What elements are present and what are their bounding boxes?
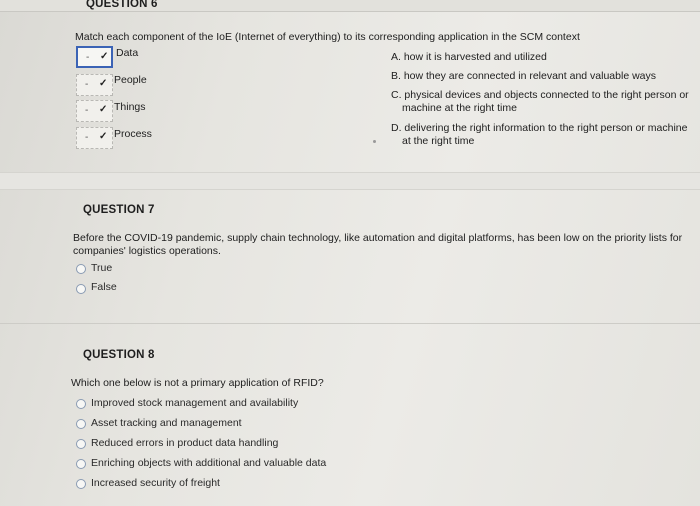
chevron-down-icon: ✓ [100, 51, 109, 62]
question-8-title: QUESTION 8 [83, 349, 155, 361]
question-7-prompt [73, 232, 682, 258]
radio-option-5[interactable] [76, 479, 86, 489]
answer-b-line1: B. how they are connected in relevant and valuable ways [391, 70, 656, 82]
question-7-prompt-line2: companies' logistics operations. [73, 245, 221, 257]
answer-c [391, 89, 689, 115]
option-false-label: False [91, 281, 117, 293]
answer-d-line2: at the right time [402, 135, 475, 147]
answer-d-line1: D. delivering the right information to the right person or machine [391, 122, 688, 134]
dropdown-value: - [85, 105, 89, 116]
answer-a-line1: A. how it is harvested and utilized [391, 51, 547, 63]
option-4-label: Enriching objects with additional and valuable data [91, 457, 327, 469]
radio-false[interactable] [76, 284, 86, 294]
answer-c-line2: machine at the right time [402, 102, 517, 114]
chevron-down-icon: ✓ [99, 131, 108, 142]
option-1-label: Improved stock management and availability [91, 397, 299, 409]
match-dropdown-people[interactable] [76, 74, 113, 96]
radio-option-3[interactable] [76, 439, 86, 449]
dropdown-value: - [85, 79, 89, 90]
chevron-down-icon: ✓ [99, 104, 108, 115]
radio-true[interactable] [76, 264, 86, 274]
question-7-prompt-line1: Before the COVID-19 pandemic, supply chain technology, like automation and digital platforms, has been low on the priority lists for [73, 232, 683, 244]
option-3-label: Reduced errors in product data handling [91, 437, 279, 449]
question-8-prompt: Which one below is not a primary application of RFID? [71, 377, 324, 389]
question-divider [0, 323, 700, 324]
answer-c-line1: C. physical devices and objects connected to the right person or [391, 89, 689, 101]
answer-b [391, 70, 656, 83]
radio-option-1[interactable] [76, 399, 86, 409]
match-label-data: Data [116, 47, 139, 59]
radio-option-2[interactable] [76, 419, 86, 429]
radio-option-4[interactable] [76, 459, 86, 469]
question-7-title: QUESTION 7 [83, 204, 155, 216]
answer-d [391, 122, 688, 148]
option-true-label: True [91, 262, 113, 274]
match-label-people: People [114, 74, 147, 86]
dropdown-value: - [86, 52, 90, 63]
question-6-header [0, 0, 700, 12]
question-6-title: QUESTION 6 [86, 0, 158, 10]
match-dropdown-things[interactable] [76, 100, 113, 122]
divider-dot [373, 140, 376, 143]
answer-a [391, 51, 547, 64]
option-5-label: Increased security of freight [91, 477, 220, 489]
match-dropdown-process[interactable] [76, 127, 113, 149]
option-2-label: Asset tracking and management [91, 417, 242, 429]
dropdown-value: - [85, 132, 89, 143]
chevron-down-icon: ✓ [99, 78, 108, 89]
question-6-prompt: Match each component of the IoE (Internet of everything) to its corresponding application in the SCM context [75, 31, 580, 43]
question-separator [0, 172, 700, 190]
match-label-process: Process [114, 128, 152, 140]
match-dropdown-data[interactable] [76, 46, 113, 68]
match-label-things: Things [114, 101, 146, 113]
